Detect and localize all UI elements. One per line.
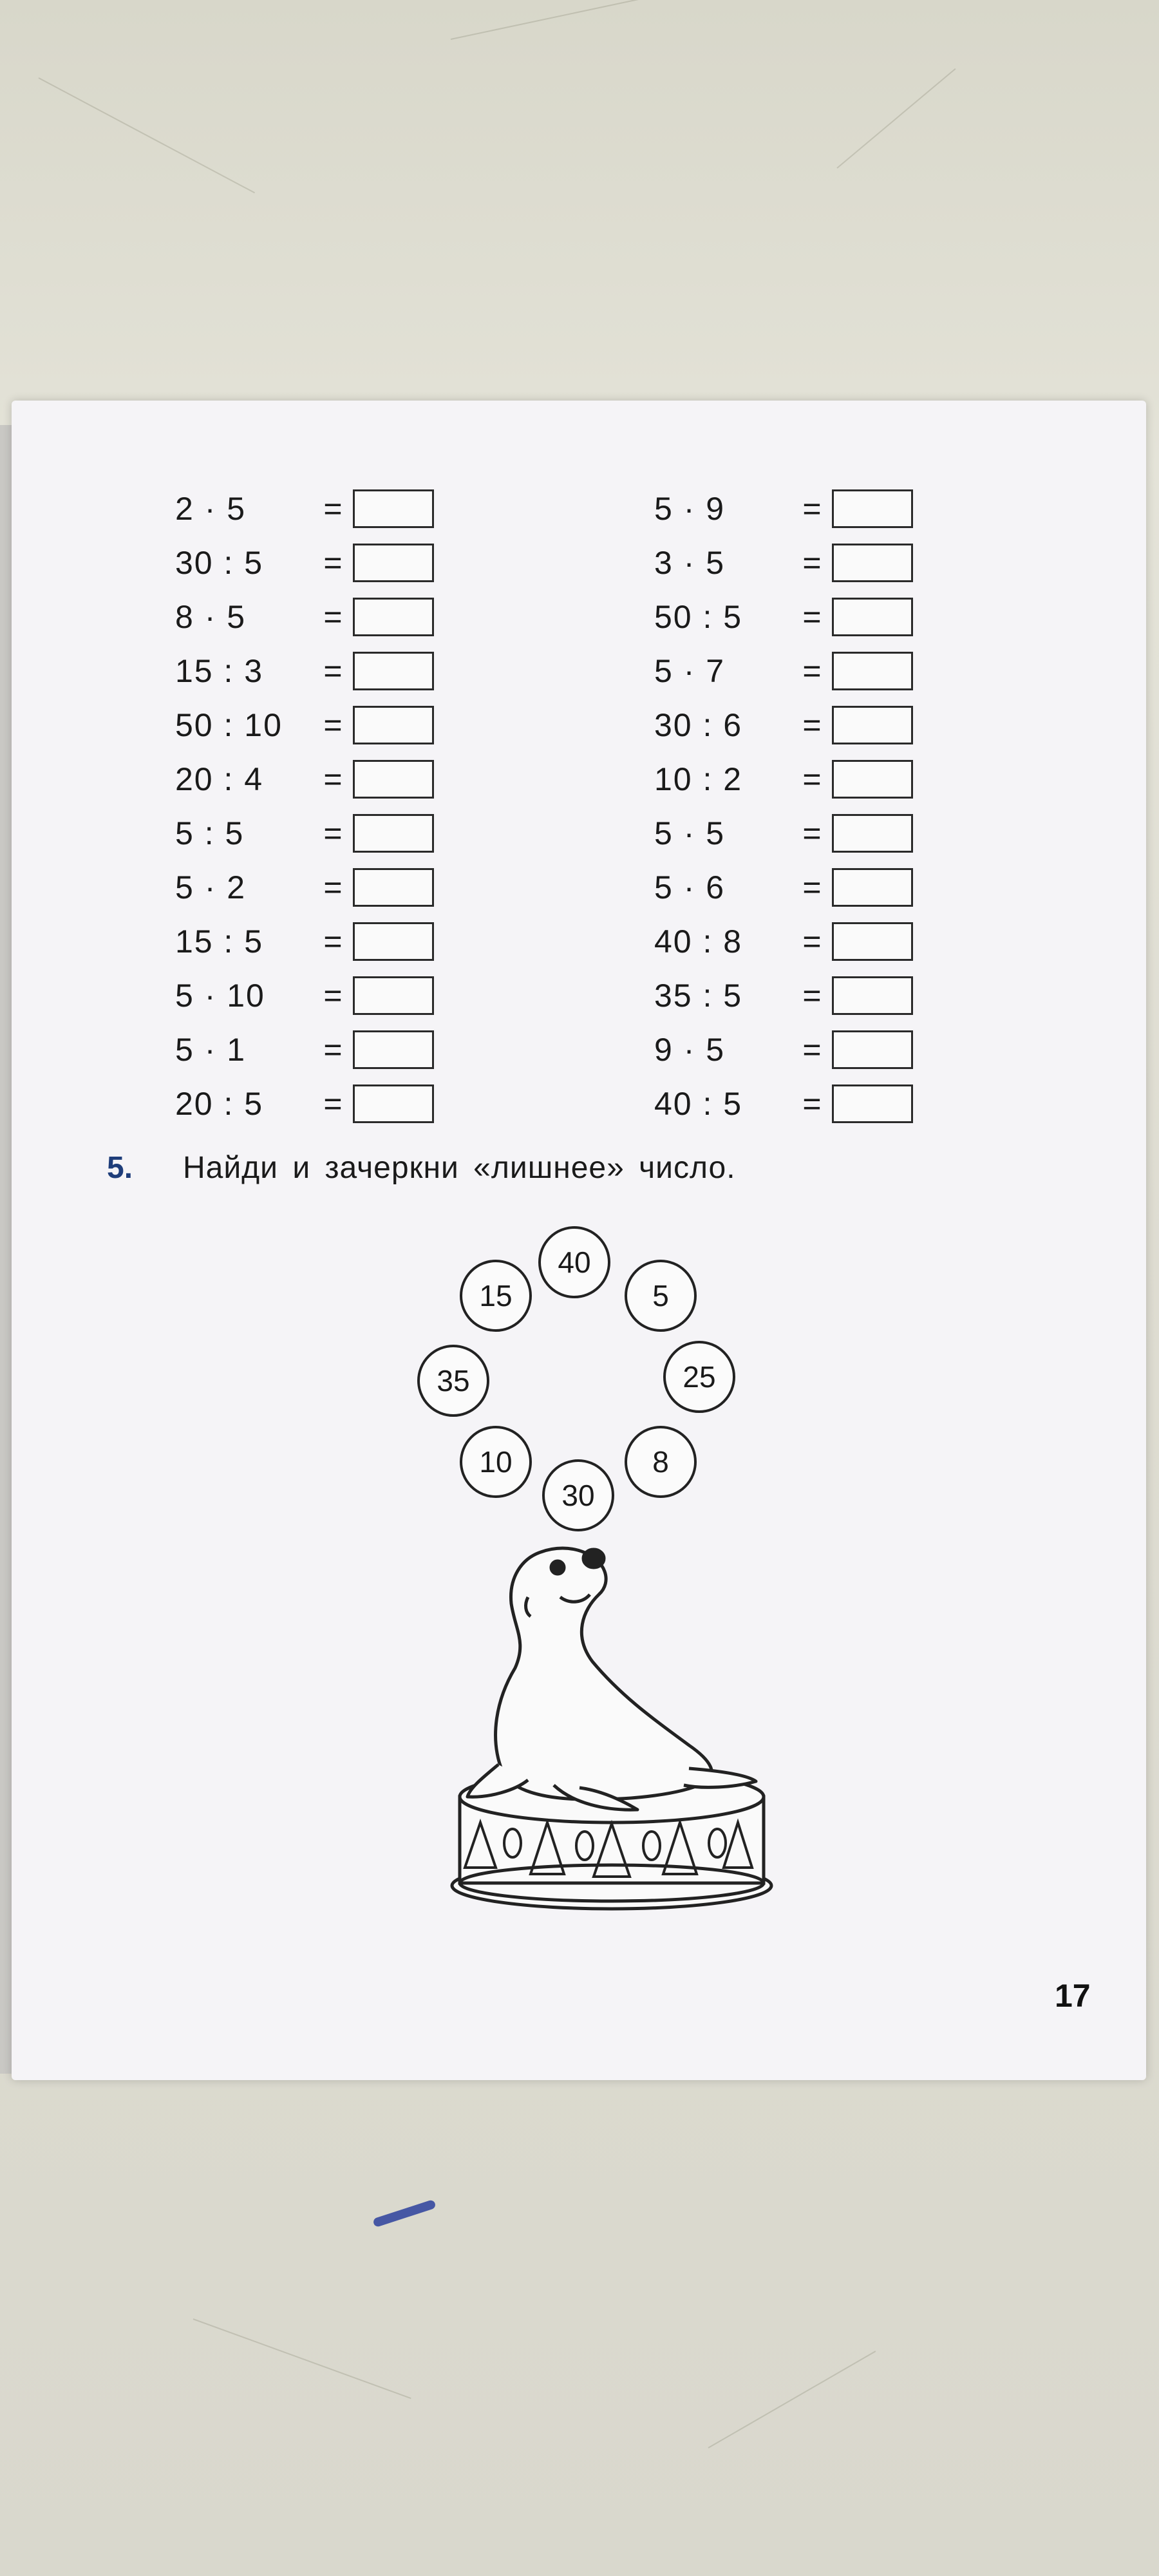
problem-row (175, 752, 434, 806)
blue-ink-mark (372, 2199, 436, 2228)
expression: 9 · 5 (654, 1032, 735, 1068)
problem-row (654, 806, 913, 860)
equals-sign: = (802, 1032, 822, 1068)
answer-box[interactable] (832, 544, 913, 582)
answer-box[interactable] (832, 489, 913, 528)
equals-sign: = (323, 1086, 343, 1122)
answer-box[interactable] (832, 1084, 913, 1123)
equals-sign: = (802, 815, 822, 851)
expression: 40 : 5 (654, 1086, 753, 1122)
table-scratch (708, 2351, 876, 2448)
answer-box[interactable] (832, 976, 913, 1015)
expression: 15 : 5 (175, 923, 274, 960)
expression: 20 : 5 (175, 1086, 274, 1122)
answer-box[interactable] (353, 922, 434, 961)
task-instruction: Найди и зачеркни «лишнее» число. (183, 1151, 736, 1185)
problem-row (654, 698, 913, 752)
problem-row (654, 860, 913, 914)
equals-sign: = (802, 1086, 822, 1122)
expression: 10 : 2 (654, 761, 753, 797)
problem-row (175, 1023, 434, 1077)
problem-row (175, 644, 434, 698)
problem-row (654, 644, 913, 698)
expression: 40 : 8 (654, 923, 753, 960)
number-circle-40[interactable]: 40 (538, 1226, 610, 1298)
page-number: 17 (1055, 1978, 1091, 2014)
problem-row (175, 698, 434, 752)
expression: 20 : 4 (175, 761, 274, 797)
expression: 5 · 1 (175, 1032, 256, 1068)
answer-box[interactable] (353, 760, 434, 799)
equals-sign: = (802, 923, 822, 960)
answer-box[interactable] (353, 976, 434, 1015)
expression: 5 : 5 (175, 815, 255, 851)
problem-row (175, 1077, 434, 1131)
number-circle-25[interactable]: 25 (663, 1341, 735, 1413)
answer-box[interactable] (832, 652, 913, 690)
answer-box[interactable] (353, 1030, 434, 1069)
number-circle-10[interactable]: 10 (460, 1426, 532, 1498)
equals-sign: = (802, 978, 822, 1014)
expression: 5 · 2 (175, 869, 256, 905)
expression: 8 · 5 (175, 599, 256, 635)
problem-row (654, 969, 913, 1023)
answer-box[interactable] (353, 544, 434, 582)
answer-box[interactable] (353, 489, 434, 528)
problem-row (654, 1077, 913, 1131)
expression: 50 : 5 (654, 599, 753, 635)
answer-box[interactable] (353, 814, 434, 853)
problems-right-column (654, 482, 913, 1131)
equals-sign: = (802, 491, 822, 527)
problem-row (654, 914, 913, 969)
equals-sign: = (802, 599, 822, 635)
expression: 35 : 5 (654, 978, 753, 1014)
answer-box[interactable] (353, 868, 434, 907)
expression: 30 : 5 (175, 545, 274, 581)
problem-row (654, 752, 913, 806)
equals-sign: = (323, 545, 343, 581)
expression: 50 : 10 (175, 707, 283, 743)
answer-box[interactable] (832, 1030, 913, 1069)
equals-sign: = (802, 653, 822, 689)
expression: 3 · 5 (654, 545, 735, 581)
answer-box[interactable] (832, 598, 913, 636)
expression: 30 : 6 (654, 707, 753, 743)
problem-row (175, 590, 434, 644)
table-scratch (39, 77, 255, 193)
answer-box[interactable] (353, 1084, 434, 1123)
expression: 5 · 5 (654, 815, 735, 851)
equals-sign: = (323, 599, 343, 635)
number-circle-30[interactable]: 30 (542, 1459, 614, 1531)
answer-box[interactable] (353, 598, 434, 636)
number-circle-15[interactable]: 15 (460, 1260, 532, 1332)
problem-row (654, 536, 913, 590)
answer-box[interactable] (832, 814, 913, 853)
answer-box[interactable] (832, 868, 913, 907)
equals-sign: = (323, 707, 343, 743)
equals-sign: = (323, 1032, 343, 1068)
answer-box[interactable] (353, 706, 434, 744)
number-circle-8[interactable]: 8 (625, 1426, 697, 1498)
problem-row (175, 536, 434, 590)
equals-sign: = (323, 978, 343, 1014)
equals-sign: = (323, 653, 343, 689)
equals-sign: = (323, 815, 343, 851)
problem-row (175, 806, 434, 860)
equals-sign: = (802, 761, 822, 797)
expression: 2 · 5 (175, 491, 256, 527)
problems-left-column (175, 482, 434, 1131)
table-scratch (836, 68, 956, 169)
equals-sign: = (802, 545, 822, 581)
equals-sign: = (802, 869, 822, 905)
problem-row (175, 914, 434, 969)
expression: 5 · 9 (654, 491, 735, 527)
problem-row (654, 482, 913, 536)
problem-row (654, 1023, 913, 1077)
answer-box[interactable] (832, 706, 913, 744)
problem-row (175, 860, 434, 914)
table-scratch (193, 2318, 411, 2399)
expression: 15 : 3 (175, 653, 274, 689)
problem-row (654, 590, 913, 644)
number-circle-35[interactable]: 35 (417, 1345, 489, 1417)
seal (467, 1548, 756, 1810)
task-number: 5. (107, 1151, 133, 1185)
answer-box[interactable] (832, 922, 913, 961)
problem-row (175, 969, 434, 1023)
answer-box[interactable] (832, 760, 913, 799)
seal-on-pedestal-illustration (444, 1533, 779, 1919)
equals-sign: = (323, 869, 343, 905)
table-scratch (451, 0, 640, 40)
equals-sign: = (323, 491, 343, 527)
expression: 5 · 7 (654, 653, 735, 689)
problem-row (175, 482, 434, 536)
expression: 5 · 6 (654, 869, 735, 905)
number-circle-5[interactable]: 5 (625, 1260, 697, 1332)
task-5-heading (107, 1150, 736, 1186)
equals-sign: = (323, 761, 343, 797)
equals-sign: = (323, 923, 343, 960)
answer-box[interactable] (353, 652, 434, 690)
equals-sign: = (802, 707, 822, 743)
expression: 5 · 10 (175, 978, 276, 1014)
